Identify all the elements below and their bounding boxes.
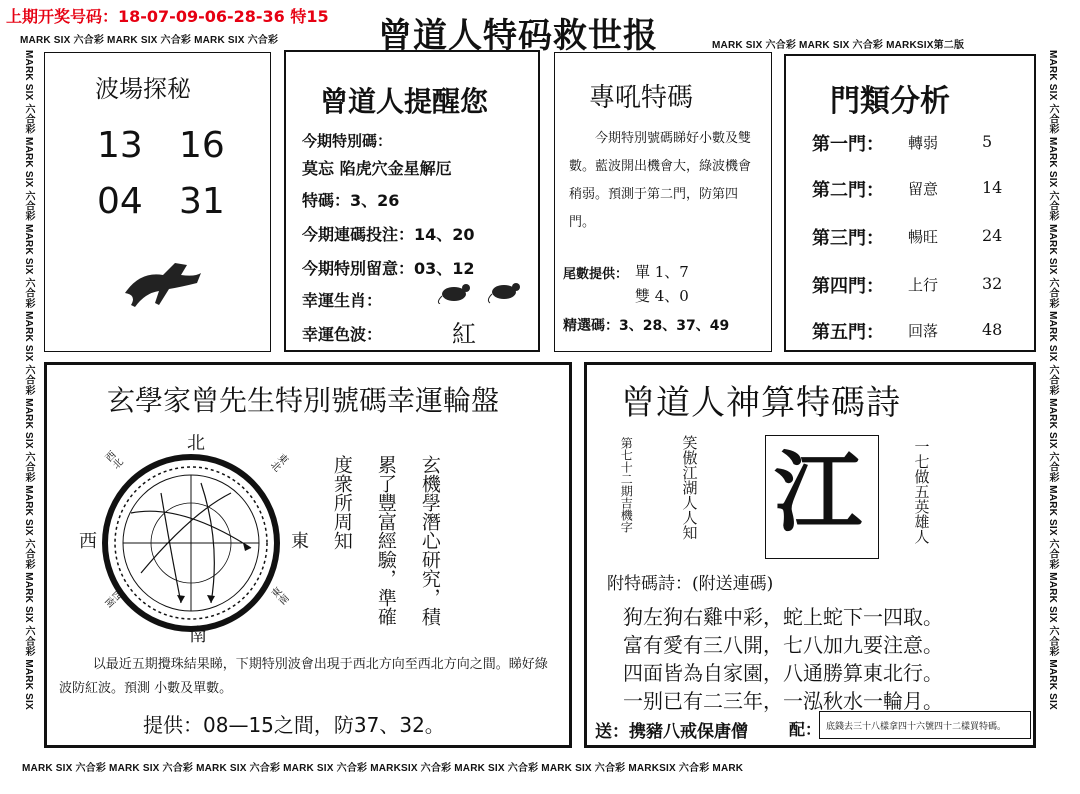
tail-odd: 單 1、7 [635, 263, 689, 281]
gate-1-name: 第一門： [812, 134, 884, 155]
poem-right: 一七做五英雄人 [912, 439, 931, 544]
gate-3-word: 暢旺 [908, 228, 939, 246]
wheel-text-col2: 累了豐富經驗，準確 [374, 455, 397, 626]
gate-2-name: 第二門： [812, 180, 884, 201]
wheel-panel [44, 362, 572, 748]
reminder-color-label: 幸運色波： [302, 325, 383, 344]
gate-4-word: 上行 [908, 276, 939, 294]
wave-number-3: 04 [97, 181, 143, 222]
dir-northwest: 西北 [101, 450, 124, 472]
gate-1-word: 轉弱 [908, 134, 939, 152]
poem-line-2: 富有愛有三八開，七八加九要注意。 [623, 633, 943, 657]
poem-left-small: 第七十二期吉機字 [619, 437, 634, 533]
wave-number-4: 31 [179, 181, 225, 222]
reminder-combo: 今期連碼投注：14、20 [302, 225, 475, 244]
left-strip: MARK SIX 六合彩 MARK SIX 六合彩 MARK SIX 六合彩 MARK SIX 六合彩 MARK SIX 六合彩 MARK SIX 六合彩 MARK SIX 六合彩 MARK SIX [23, 50, 34, 710]
dir-northeast: 東北 [267, 450, 290, 472]
reminder-color-value: 紅 [452, 320, 476, 348]
dir-southwest: 西南 [101, 586, 124, 608]
gate-3-num: 24 [982, 226, 1003, 245]
wheel-title: 玄學家曾先生特別號碼幸運輪盤 [107, 384, 500, 417]
dir-west: 西 [79, 531, 97, 552]
wheel-footer: 提供：08—15之間，防37、32。 [143, 713, 445, 737]
page-title: 曾道人特码救世报 [378, 16, 658, 56]
poem-subtitle: 附特碼詩：(附送連碼) [607, 574, 774, 594]
tail-label: 尾數提供： [563, 267, 629, 282]
poem-left-big: 笑傲江湖人人知 [680, 435, 699, 540]
gate-5-name: 第五門： [812, 322, 884, 343]
reminder-panel [284, 50, 540, 352]
poem-line-1: 狗左狗右雞中彩，蛇上蛇下一四取。 [623, 605, 943, 629]
wheel-text-col1: 玄機學潛心研究，積 [418, 455, 441, 626]
reminder-zodiac-label: 幸運生肖： [302, 291, 383, 310]
dir-south: 南 [189, 625, 207, 646]
gate-2-word: 留意 [908, 180, 939, 198]
gate-5-word: 回落 [908, 322, 939, 340]
special-title: 專吼特碼 [589, 83, 694, 113]
poem-send: 送：携豬八戒保唐僧 [595, 722, 748, 742]
poem-pair-text: 底錢去三十八樣拿四十六號四十二樣買特碼。 [826, 722, 1007, 732]
dir-east: 東 [291, 531, 309, 552]
horse-illustration [115, 253, 205, 313]
bottom-strip: MARK SIX 六合彩 MARK SIX 六合彩 MARK SIX 六合彩 MARK SIX 六合彩 MARKSIX 六合彩 MARK SIX 六合彩 MARK SIX 六合彩 MARKSIX 六合彩 MARK [22, 763, 744, 773]
tail-even: 雙 4、0 [635, 287, 689, 305]
poem-line-3: 四面皆為自家園，八通勝算東北行。 [623, 661, 943, 685]
reminder-special-code: 特碼：3、26 [302, 191, 400, 210]
gates-title: 門類分析 [830, 84, 950, 119]
gate-5-num: 48 [982, 320, 1003, 339]
gate-2-num: 14 [982, 178, 1003, 197]
gates-panel [784, 54, 1036, 352]
rat-icons [436, 280, 526, 304]
gate-4-num: 32 [982, 274, 1003, 293]
top-strip-right: MARK SIX 六合彩 MARK SIX 六合彩 MARKSIX第二版 [712, 40, 965, 50]
gate-3-name: 第三門： [812, 228, 884, 249]
poem-line-4: 一别已有二三年，一泓秋水一輪月。 [623, 689, 943, 713]
top-strip-left: MARK SIX 六合彩 MARK SIX 六合彩 MARK SIX 六合彩 [20, 35, 279, 45]
poem-char: 江 [774, 441, 863, 544]
wave-title: 波場探秘 [95, 75, 191, 103]
poem-char-box [765, 435, 879, 559]
wheel-description: 以最近五期攪珠結果睇，下期特別波會出現于西北方向至西北方向之間。睇好綠波防紅波。預測 小數及單數。 [59, 657, 548, 696]
gate-1-num: 5 [982, 132, 993, 151]
reminder-title: 曾道人提醒您 [320, 85, 489, 118]
poem-title: 曾道人神算特碼詩 [621, 383, 901, 423]
special-panel [554, 52, 772, 352]
poem-panel [584, 362, 1036, 748]
last-draw-numbers: 上期开奖号码：18-07-09-06-28-36 特15 [6, 7, 329, 26]
special-pick: 精選碼：3、28、37、49 [563, 318, 730, 334]
wave-panel [44, 52, 271, 352]
dir-southeast: 東南 [267, 586, 290, 608]
wheel-text-col3: 度衆所周知 [330, 455, 353, 550]
special-body: 今期特別號碼睇好小數及雙數。藍波開出機會大，綠波機會稍弱。預測于第二門，防第四門。 [569, 131, 752, 230]
gate-4-name: 第四門： [812, 276, 884, 297]
lucky-wheel [101, 453, 281, 633]
reminder-hint: 莫忘 陷虎穴金星解厄 [302, 159, 452, 178]
reminder-special-label: 今期特別碼： [302, 132, 393, 150]
right-strip: MARK SIX 六合彩 MARK SIX 六合彩 MARK SIX 六合彩 MARK SIX 六合彩 MARK SIX 六合彩 MARK SIX 六合彩 MARK SIX 六合彩 MARK SIX [1047, 50, 1058, 710]
dir-north: 北 [187, 433, 205, 454]
reminder-attention: 今期特別留意：03、12 [302, 259, 475, 278]
poem-pair-label: 配： [789, 720, 822, 739]
wave-number-2: 16 [179, 125, 225, 166]
wave-number-1: 13 [97, 125, 143, 166]
poem-pair-box [819, 711, 1031, 739]
